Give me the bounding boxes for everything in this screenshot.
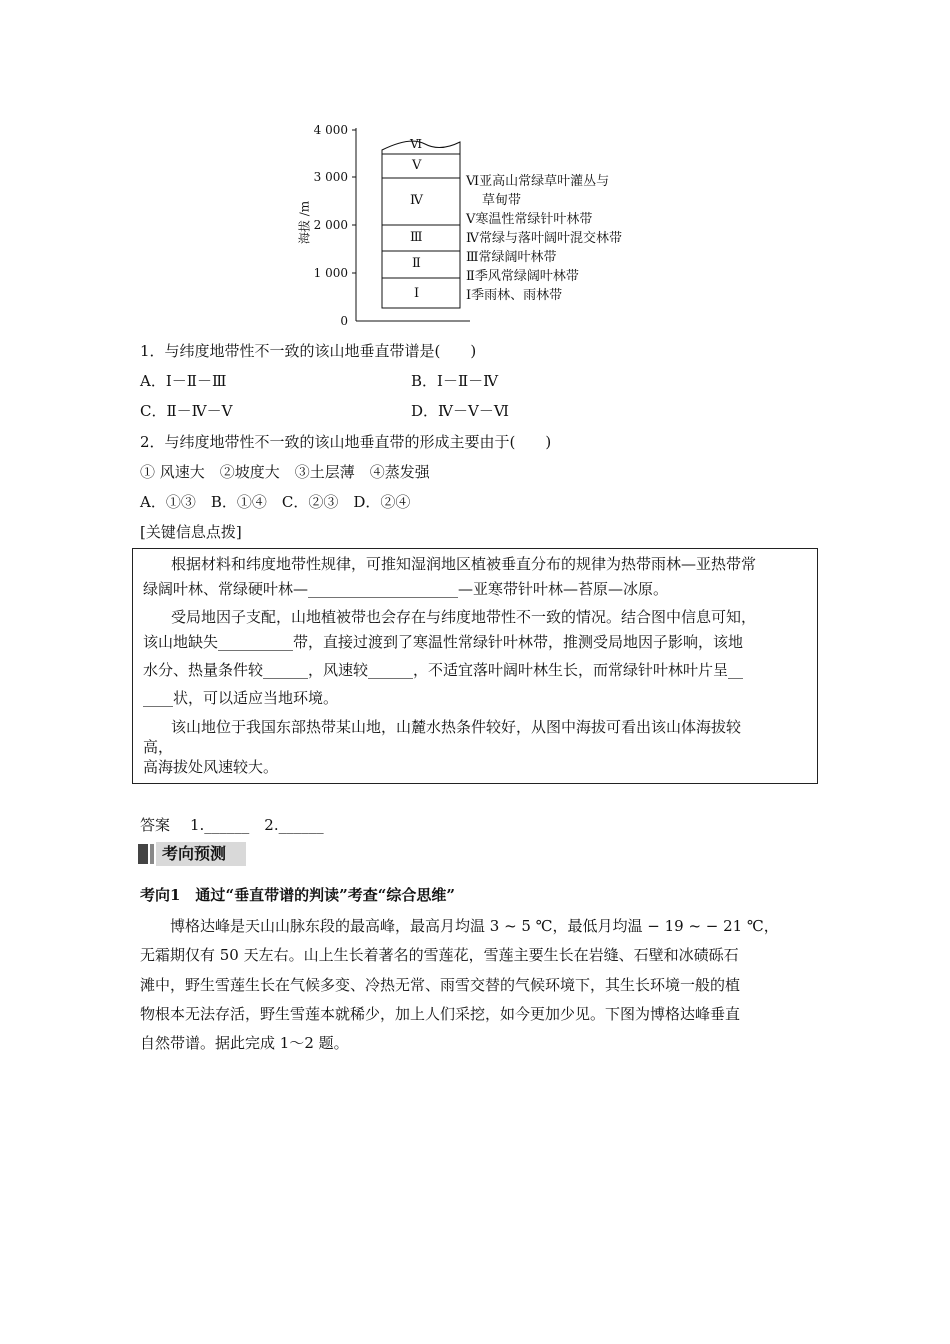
legend-item: Ⅴ寒温性常绿针叶林带 (466, 212, 593, 227)
legend-item: Ⅵ亚高山常绿草叶灌丛与 (466, 174, 610, 189)
kaoxiang-line: 博格达峰是天山山脉东段的最高峰，最高月均温 3 ~ 5 ℃，最低月均温 − 19 ~ − 21 ℃， (170, 917, 779, 935)
belt-label-6: Ⅵ (410, 137, 423, 151)
legend-item: Ⅱ季风常绿阔叶林带 (466, 269, 579, 284)
belt-label-2: Ⅱ (412, 256, 421, 271)
y-tick-label: 3 000 (313, 170, 348, 184)
key-info-p3-line1: 该山地位于我国东部热带某山地，山麓水热条件较好，从图中海拔可看出该山体海拔较 (171, 718, 742, 736)
altitude-belt-figure (290, 118, 670, 330)
key-info-heading: [关键信息点拨] (140, 523, 242, 541)
belt-label-5: Ⅴ (412, 158, 422, 173)
kaoxiang-line: 滩中，野生雪莲生长在气候多变、冷热无常、雨雪交替的气候环境下，其生长环境一般的植 (140, 976, 741, 994)
legend-item: Ⅰ季雨林、雨林带 (466, 288, 563, 303)
y-tick-label: 2 000 (313, 218, 348, 232)
key-info-box (132, 548, 818, 784)
legend-item: 草甸带 (482, 193, 522, 208)
key-info-p3-line2: 高， (143, 738, 174, 756)
legend-item: Ⅲ常绿阔叶林带 (466, 250, 557, 265)
question-2-stem: 2．与纬度地带性不一致的该山地垂直带的形成主要由于( ) (140, 433, 552, 451)
belt-label-3: Ⅲ (410, 230, 423, 245)
question-1-option-a[interactable]: A．Ⅰ－Ⅱ－Ⅲ (140, 372, 227, 390)
section-tag-marker (138, 844, 148, 864)
y-tick-label: 0 (340, 314, 348, 328)
key-info-p2-line2: 该山地缺失__________带，直接过渡到了寒温性常绿针叶林带，推测受局地因子影响，该地 (143, 633, 744, 651)
question-1-option-d[interactable]: D．Ⅳ－Ⅴ－Ⅵ (411, 402, 509, 420)
question-2-factors: ① 风速大 ②坡度大 ③土层薄 ④蒸发强 (140, 463, 430, 481)
key-info-p1-line1: 根据材料和纬度地带性规律，可推知湿润地区植被垂直分布的规律为热带雨林—亚热带常 (171, 555, 757, 573)
answer-blanks[interactable]: 1.______ 2.______ (190, 816, 324, 834)
y-axis-label: 海拔 /m (297, 200, 312, 245)
key-info-p1-line2: 绿阔叶林、常绿硬叶林—____________________—亚寒带针叶林—苔原—冰原。 (143, 580, 669, 598)
belt-label-1: Ⅰ (414, 286, 420, 301)
question-1-option-c[interactable]: C．Ⅱ－Ⅳ－Ⅴ (140, 402, 233, 420)
section-tag-marker (150, 844, 154, 864)
key-info-p2-line3: 水分、热量条件较______，风速较______，不适宜落叶阔叶林生长，而常绿针叶林叶片呈__ (143, 661, 744, 679)
kaoxiang-line: 无霜期仅有 50 天左右。山上生长着著名的雪莲花，雪莲主要生长在岩缝、石壁和冰碛砾石 (140, 946, 739, 964)
key-info-p2-line1: 受局地因子支配，山地植被带也会存在与纬度地带性不一致的情况。结合图中信息可知， (171, 608, 757, 626)
section-tag (138, 842, 248, 866)
question-2-options[interactable]: A．①③ B．①④ C．②③ D．②④ (140, 493, 411, 511)
key-info-p2-line4: ____状，可以适应当地环境。 (143, 689, 339, 707)
kaoxiang-title: 考向1 通过“垂直带谱的判读”考查“综合思维” (140, 886, 455, 904)
y-tick-label: 4 000 (313, 123, 348, 137)
question-1-stem: 1．与纬度地带性不一致的该山地垂直带谱是( ) (140, 342, 477, 360)
answer-label: 答案 (140, 816, 171, 834)
belt-label-4: Ⅳ (410, 193, 423, 208)
section-tag-label: 考向预测 (162, 844, 227, 863)
question-1-option-b[interactable]: B．Ⅰ－Ⅱ－Ⅳ (411, 372, 499, 390)
kaoxiang-line: 物根本无法存活，野生雪莲本就稀少，加上人们采挖，如今更加少见。下图为博格达峰垂直 (140, 1005, 741, 1023)
y-tick-label: 1 000 (313, 266, 348, 280)
key-info-p3-line3: 高海拔处风速较大。 (143, 758, 279, 776)
legend-item: Ⅳ常绿与落叶阔叶混交林带 (466, 231, 622, 246)
kaoxiang-line: 自然带谱。据此完成 1～2 题。 (140, 1034, 349, 1052)
